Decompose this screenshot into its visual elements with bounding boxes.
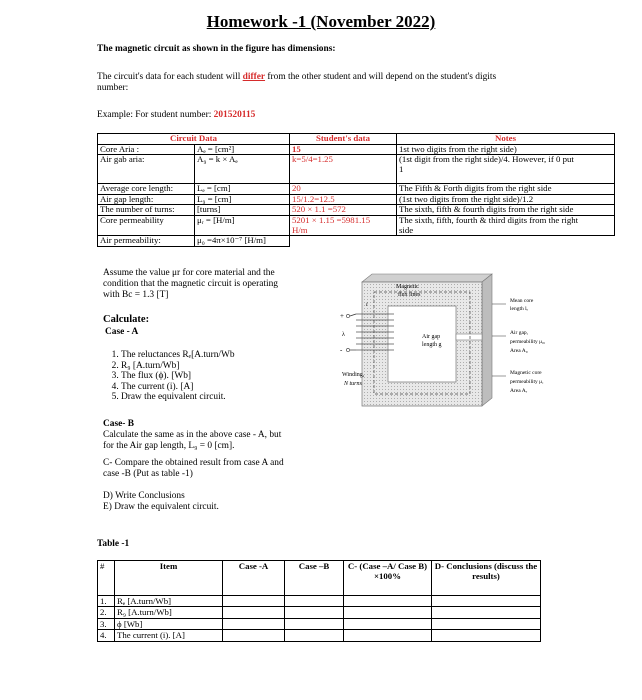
terminal-minus [346, 348, 349, 351]
row-student: 20 [290, 184, 397, 195]
row-formula: Aₑ = [cm²] [195, 144, 290, 155]
row-item: The current (i). [A] [115, 630, 223, 641]
core-top-face [362, 274, 492, 282]
row-ratio [344, 630, 432, 641]
header-student-data: Student's data [290, 134, 397, 145]
label-minus: - [340, 346, 343, 354]
row-student: 15/1.2=12.5 [290, 194, 397, 205]
list-item: 5. Draw the equivalent circuit. [121, 392, 235, 403]
row-conclusion [432, 618, 541, 629]
row-case-b [285, 630, 344, 641]
row-notes [397, 236, 615, 247]
row-case-b [285, 607, 344, 618]
table-row [98, 596, 541, 607]
row-formula: Lₑ = [cm] [195, 184, 290, 195]
row-item: R₉ [A.turn/Wb] [115, 607, 223, 618]
list-item: 1. The reluctances Rₑ[A.turn/Wb [121, 350, 235, 361]
notes-line2: side [399, 224, 414, 235]
row-name: Core permeability [98, 215, 195, 235]
header-item: Item [115, 561, 223, 596]
row-ratio [344, 618, 432, 629]
assume-line: condition that the magnetic circuit is operating [103, 279, 278, 289]
case-b-line: for the Air gap length, L₉ = 0 [cm]. [103, 441, 235, 451]
row-name: Air permeability: [98, 236, 195, 247]
note-line2: number: [97, 83, 129, 93]
row-name: Air gap length: [98, 194, 195, 205]
terminal-plus [346, 314, 349, 317]
case-d-text [103, 491, 219, 513]
row-formula: L₉ = [cm] [195, 194, 290, 205]
row-item: ϕ [Wb] [115, 618, 223, 629]
table-row [98, 155, 615, 184]
table-row [98, 236, 615, 247]
row-case-a [223, 630, 285, 641]
air-gap [456, 334, 482, 340]
label-magnetic: Magnetic [396, 284, 419, 290]
label-plus: + [340, 312, 344, 320]
row-name: Core Aria : [98, 144, 195, 155]
header-case-a: Case -A [223, 561, 285, 596]
row-item: Rₑ [A.turn/Wb] [115, 596, 223, 607]
case-c-text [103, 458, 284, 480]
row-ratio [344, 607, 432, 618]
row-number: 4. [98, 630, 115, 641]
lead-top [350, 314, 356, 316]
label-mean-core: Mean core [510, 298, 534, 304]
student-number: 201520115 [213, 110, 256, 120]
label-length-lc: length lₑ [510, 306, 529, 312]
comparison-table [97, 560, 541, 642]
case-b-label: Case- B [103, 419, 134, 429]
note-after: from the other student and will depend on the student's digits [265, 72, 497, 82]
list-item: 3. The flux (ϕ). [Wb] [121, 371, 235, 382]
row-number: 2. [98, 607, 115, 618]
case-d-line: E) Draw the equivalent circuit. [103, 502, 219, 512]
row-name: Air gab aria: [98, 155, 195, 184]
table-row [98, 144, 615, 155]
label-i: i [366, 302, 368, 308]
row-notes: 1st two digits from the right side) [397, 144, 615, 155]
table-row [98, 618, 541, 629]
label-air-gap: Air gap [422, 334, 441, 340]
header-circuit-data: Circuit Data [98, 134, 290, 145]
row-student [290, 236, 397, 247]
row-number: 3. [98, 618, 115, 629]
table1-label: Table -1 [97, 539, 130, 549]
table-row [98, 194, 615, 205]
row-notes: The Fifth & Forth digits from the right side [397, 184, 615, 195]
row-conclusion [432, 607, 541, 618]
row-number: 1. [98, 596, 115, 607]
case-d-line: D) Write Conclusions [103, 491, 185, 501]
row-student: 15 [290, 144, 397, 155]
label-winding: Winding, [342, 372, 365, 378]
page-title: Homework -1 (November 2022) [206, 12, 436, 31]
circuit-data-table [97, 133, 615, 247]
row-name: The number of turns: [98, 205, 195, 216]
example-label: Example: For student number: [97, 110, 214, 120]
label-lambda: λ [342, 332, 345, 338]
row-case-b [285, 618, 344, 629]
core-side-face [482, 274, 492, 406]
label-air-gap-perm: Air gap, [510, 330, 529, 336]
assume-text [103, 268, 278, 301]
note-highlight: differ [242, 72, 266, 82]
row-ratio [344, 596, 432, 607]
example-line [97, 110, 255, 121]
label-length-g: length g [422, 342, 442, 348]
row-student: 520 × 1.1 =572 [290, 205, 397, 216]
row-notes: The sixth, fifth & fourth digits from the right side [397, 205, 615, 216]
case-c-line: case -B (Put as table -1) [103, 469, 193, 479]
row-name: Average core length: [98, 184, 195, 195]
label-mag-core: Magnetic core [510, 370, 542, 376]
intro-text: The magnetic circuit as shown in the figure has dimensions: [97, 44, 336, 54]
label-perm-mu: permeability μ, [510, 379, 544, 385]
row-conclusion [432, 630, 541, 641]
notes-line2: 1 [399, 163, 404, 174]
magnetic-circuit-figure [330, 268, 592, 428]
row-notes: (1st two digits from the right side)/1.2 [397, 194, 615, 205]
header-case-b: Case –B [285, 561, 344, 596]
row-conclusion [432, 596, 541, 607]
label-perm-mu0: permeability μ₀, [510, 339, 546, 345]
row-notes [397, 155, 615, 184]
table-row [98, 607, 541, 618]
label-n-turns: N turns [344, 381, 362, 387]
assume-line: with Bc = 1.3 [T] [103, 290, 169, 300]
case-a-list [99, 350, 235, 403]
row-case-b [285, 596, 344, 607]
header-ratio: C- (Case –A/ Case B) ×100% [344, 561, 432, 596]
table-row [98, 205, 615, 216]
table-row [98, 184, 615, 195]
row-formula: μ₀ =4π×10⁻⁷ [H/m] [195, 236, 290, 247]
row-case-a [223, 607, 285, 618]
label-area-ac: Area Aₑ [510, 388, 528, 394]
student-line2: H/m [292, 224, 308, 235]
row-notes [397, 215, 615, 235]
table-row [98, 215, 615, 235]
notes-line: (1st digit from the right side)/4. However, if 0 put [399, 154, 574, 165]
row-formula: μᵣ = [H/m] [195, 215, 290, 235]
assume-line: Assume the value μr for core material and the [103, 268, 275, 278]
table-row [98, 630, 541, 641]
case-b-line: Calculate the same as in the above case - A, but [103, 430, 282, 440]
header-notes: Notes [397, 134, 615, 145]
row-case-a [223, 618, 285, 629]
row-case-a [223, 596, 285, 607]
list-item: 2. R₉ [A.turn/Wb] [121, 361, 235, 372]
header-conclusions: D- Conclusions (discuss the results) [432, 561, 541, 596]
row-formula: [turns] [195, 205, 290, 216]
case-c-line: C- Compare the obtained result from case A and [103, 458, 284, 468]
calculate-heading: Calculate: [103, 314, 150, 325]
case-a-label: Case - A [105, 327, 139, 337]
row-formula: A₉ = k × Aₑ [195, 155, 290, 184]
list-item: 4. The current (i). [A] [121, 382, 235, 393]
notes-line: The sixth, fifth, fourth & third digits from the right [399, 214, 579, 225]
row-student: k=5/4=1.25 [290, 155, 397, 184]
label-area-ag: Area A₉ [510, 348, 528, 354]
header-number: # [98, 561, 115, 596]
case-b-text [103, 430, 281, 452]
row-student [290, 215, 397, 235]
note-before: The circuit's data for each student will [97, 72, 243, 82]
label-flux-lines: flux lines [398, 292, 421, 298]
note-text [97, 72, 496, 83]
student-line: 5201 × 1.15 =5981.15 [292, 214, 371, 225]
